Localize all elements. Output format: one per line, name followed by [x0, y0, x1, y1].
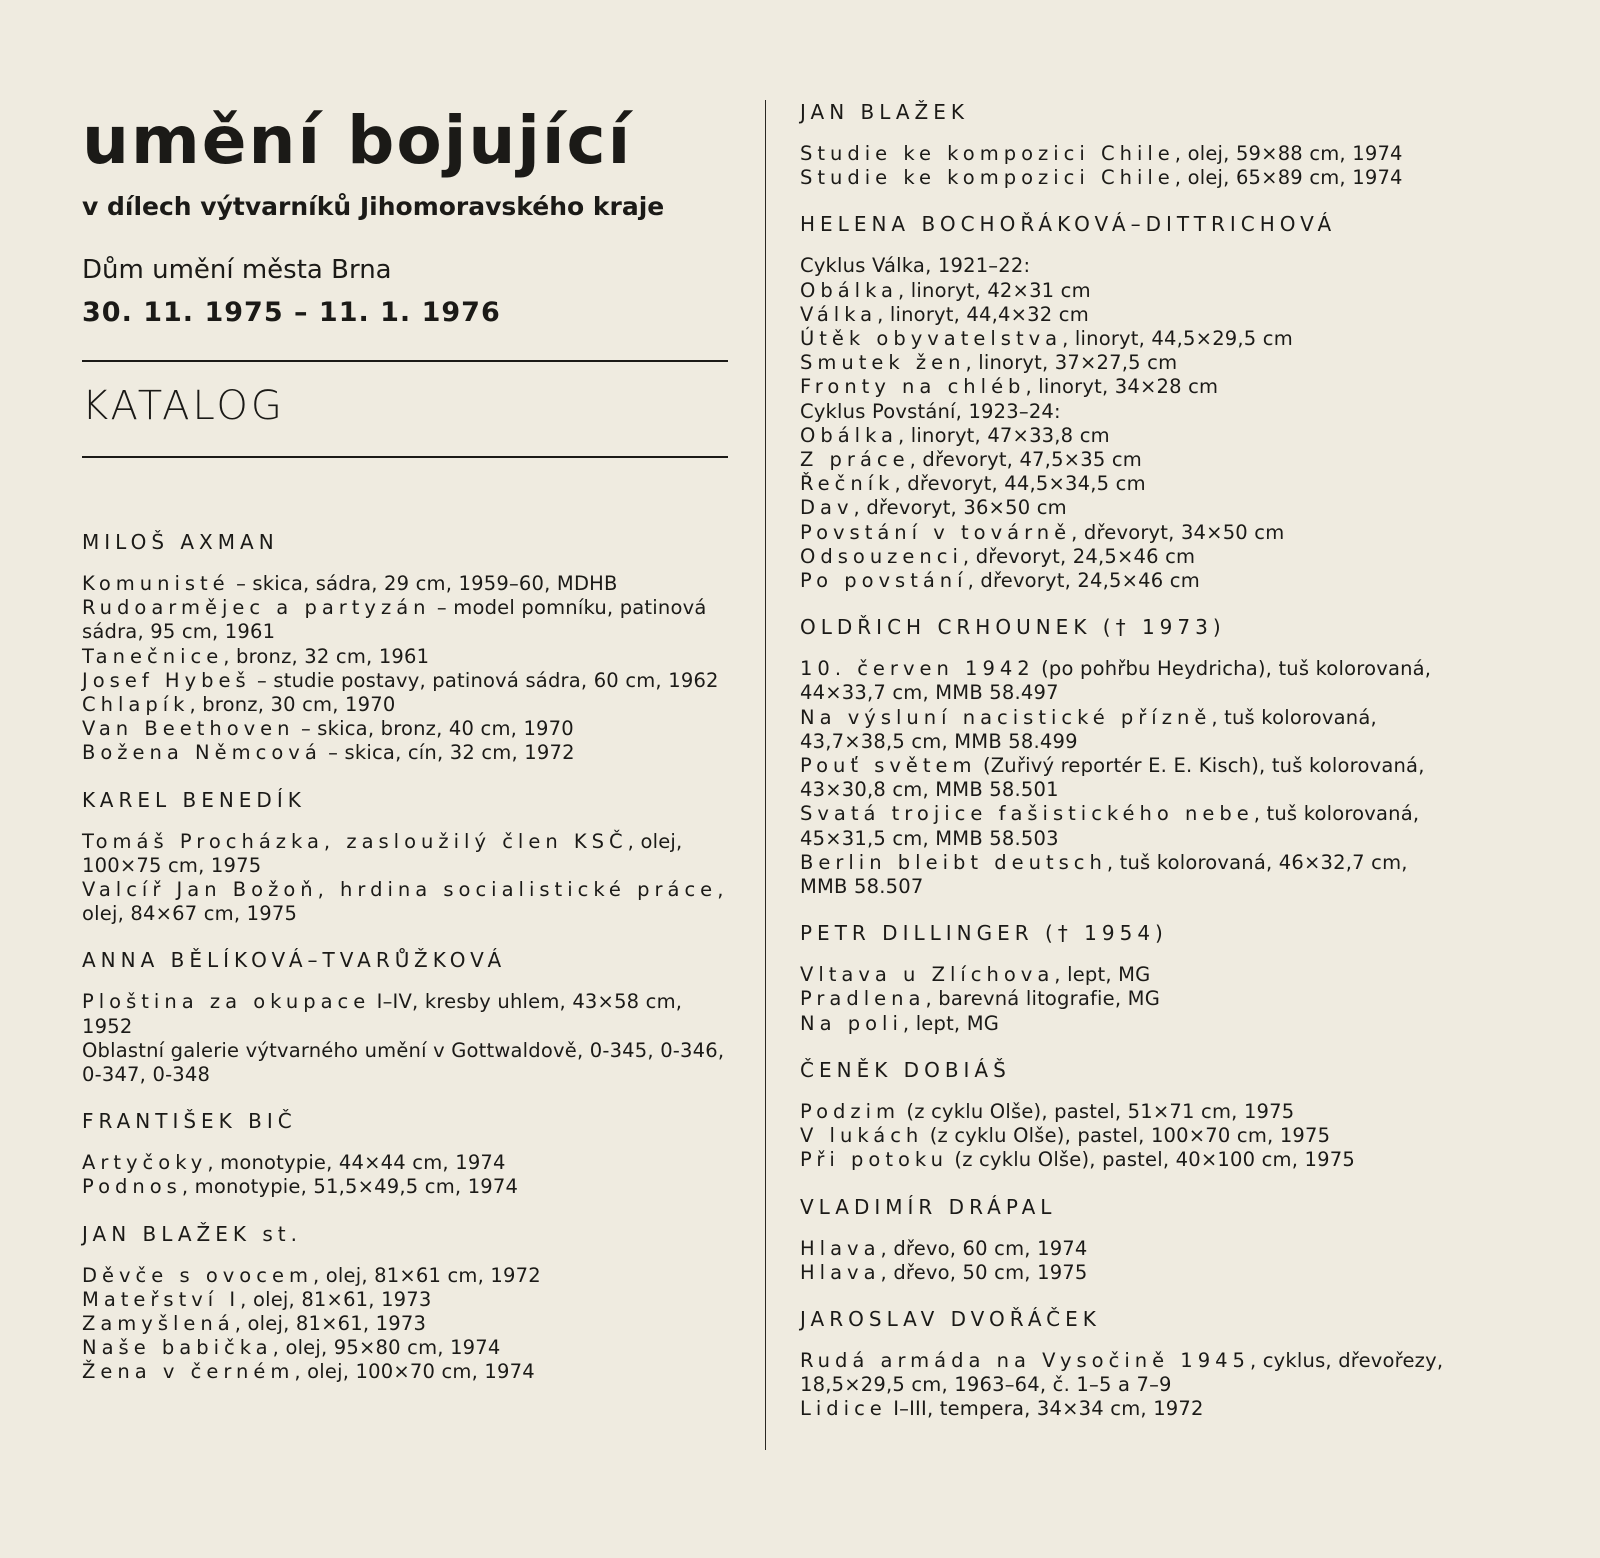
work-title: Komunisté — [82, 572, 230, 595]
catalog-heading: KATALOG — [82, 383, 285, 429]
work-details: Cyklus Povstání, 1923–24: — [800, 399, 1061, 423]
work-details: , monotypie, 51,5×49,5 cm, 1974 — [181, 1175, 519, 1199]
work-entry — [800, 375, 1450, 399]
work-entry — [82, 878, 730, 926]
artist-name: PETR DILLINGER († 1954) — [800, 921, 1168, 946]
work-title: Děvče s ovocem — [82, 1263, 313, 1287]
artist-name: JAN BLAŽEK — [800, 100, 970, 124]
work-entry — [82, 1312, 730, 1336]
exhibition-title: umění bojující — [82, 102, 633, 179]
divider-rule — [82, 456, 728, 458]
work-list — [82, 1264, 730, 1385]
work-title: Naše babička — [82, 1336, 273, 1360]
work-entry — [800, 279, 1450, 303]
artist-section — [82, 530, 730, 766]
work-title: Žena v černém — [82, 1360, 295, 1384]
work-entry — [800, 1148, 1450, 1172]
work-entry — [800, 987, 1450, 1011]
work-entry — [800, 166, 1450, 190]
work-details: , dřevoryt, 34×50 cm — [1071, 520, 1285, 544]
work-entry — [800, 1237, 1450, 1261]
exhibition-venue: Dům umění města Brna — [82, 255, 392, 285]
work-entry — [82, 1336, 730, 1360]
work-entry — [800, 545, 1450, 569]
artist-section — [800, 212, 1450, 593]
work-details: , dřevoryt, 24,5×46 cm — [962, 544, 1196, 568]
work-title: Van Beethoven — [82, 717, 295, 741]
work-title: Studie ke kompozici Chile — [800, 142, 1175, 165]
artist-name: KAREL BENEDÍK — [82, 787, 306, 812]
work-entry — [800, 802, 1450, 850]
exhibition-dates: 30. 11. 1975 – 11. 1. 1976 — [82, 297, 501, 328]
work-entry — [82, 596, 730, 644]
artist-name: MILOŠ AXMAN — [82, 530, 279, 554]
work-details: , cyklus, dřevořezy, 18,5×29,5 cm, 1963–64, č. 1–5 a 7–9 — [800, 1348, 1444, 1397]
artist-name: VLADIMÍR DRÁPAL — [800, 1194, 1057, 1219]
work-entry — [800, 1012, 1450, 1036]
work-entry — [800, 142, 1450, 166]
work-title: Ploština za okupace — [82, 990, 371, 1014]
work-title: Tanečnice — [82, 644, 224, 668]
work-details: , dřevo, 50 cm, 1975 — [880, 1260, 1088, 1284]
work-entry — [82, 669, 730, 693]
work-entry — [800, 327, 1450, 351]
work-title: Válka — [800, 302, 878, 326]
work-entry — [82, 990, 730, 1038]
artist-name: ANNA BĚLÍKOVÁ–TVARŮŽKOVÁ — [82, 948, 507, 973]
artist-name: OLDŘICH CRHOUNEK († 1973) — [800, 615, 1226, 640]
work-entry — [800, 521, 1450, 545]
work-title: Studie ke kompozici Chile — [800, 166, 1175, 190]
work-entry — [800, 657, 1450, 705]
work-details: , dřevoryt, 44,5×34,5 cm — [894, 472, 1146, 496]
work-title: Lidice — [800, 1397, 887, 1421]
artist-name: ČENĚK DOBIÁŠ — [800, 1057, 1011, 1082]
work-entry — [800, 754, 1450, 802]
work-details: (Zuřivý reportér E. E. Kisch), tuš kolorovaná, 43×30,8 cm, MMB 58.501 — [800, 754, 1425, 802]
left-column — [82, 102, 730, 1407]
work-details: , dřevoryt, 24,5×46 cm — [967, 569, 1200, 593]
work-title: Artyčoky — [82, 1151, 208, 1175]
artist-list-right — [800, 100, 1450, 1422]
work-entry — [82, 741, 730, 765]
work-title: Z práce — [800, 448, 910, 472]
work-title: Pouť světem — [800, 754, 977, 778]
work-details: (po pohřbu Heydricha), tuš kolorovaná, 44×33,7 cm, MMB 58.497 — [800, 657, 1432, 705]
work-entry — [800, 963, 1450, 987]
work-title: Po povstání — [800, 569, 968, 593]
work-list — [800, 657, 1450, 899]
work-title: Fronty na chléb — [800, 375, 1026, 399]
work-details: , linoryt, 42×31 cm — [898, 278, 1091, 302]
work-title: Rudoarmějec a partyzán — [82, 596, 431, 620]
exhibition-subtitle: v dílech výtvarníků Jihomoravského kraje — [82, 192, 665, 221]
work-details: – studie postavy, patinová sádra, 60 cm, 1962 — [250, 668, 719, 692]
work-details: , linoryt, 34×28 cm — [1025, 375, 1219, 399]
work-title: Na výsluní nacistické přízně — [800, 705, 1212, 729]
work-title: Svatá trojice fašistického nebe — [800, 802, 1254, 826]
work-entry — [82, 1360, 730, 1384]
right-column — [800, 100, 1450, 1444]
work-title: Hlava — [800, 1236, 881, 1260]
artist-section — [800, 1195, 1450, 1285]
artist-section — [800, 1307, 1450, 1422]
work-details: (z cyklu Olše), pastel, 100×70 cm, 1975 — [923, 1124, 1331, 1148]
work-list — [82, 1151, 730, 1199]
artist-section — [82, 948, 730, 1087]
work-title: Rudá armáda na Vysočině 1945 — [800, 1348, 1250, 1372]
work-details: , bronz, 32 cm, 1961 — [223, 644, 430, 668]
work-list — [800, 142, 1450, 190]
work-entry — [82, 1288, 730, 1312]
work-entry — [800, 1124, 1450, 1148]
artist-list-left — [82, 530, 730, 1385]
artist-name: JAROSLAV DVOŘÁČEK — [800, 1306, 1101, 1331]
work-entry — [800, 496, 1450, 520]
work-title: Řečník — [800, 472, 895, 496]
work-details: , lept, MG — [1054, 963, 1151, 987]
work-title: Odsouzenci — [800, 544, 963, 568]
work-entry — [800, 1261, 1450, 1285]
work-entry — [800, 424, 1450, 448]
work-entry — [82, 572, 730, 596]
work-details: , dřevoryt, 36×50 cm — [853, 496, 1067, 520]
work-details: , tuš kolorovaná, 43,7×38,5 cm, MMB 58.499 — [800, 705, 1377, 753]
work-title: Smutek žen — [800, 351, 966, 375]
work-details: – skica, sádra, 29 cm, 1959–60, MDHB — [229, 572, 618, 595]
artist-section — [82, 1109, 730, 1199]
work-details: Cyklus Válka, 1921–22: — [800, 254, 1031, 278]
work-title: Josef Hybeš — [82, 668, 251, 692]
work-details: (z cyklu Olše), pastel, 51×71 cm, 1975 — [900, 1099, 1295, 1123]
work-details: , linoryt, 47×33,8 cm — [898, 423, 1110, 447]
artist-name: FRANTIŠEK BIČ — [82, 1109, 297, 1134]
work-title: Obálka — [800, 423, 898, 447]
work-details: , linoryt, 44,4×32 cm — [877, 302, 1089, 326]
work-details: , dřevo, 60 cm, 1974 — [880, 1236, 1088, 1260]
artist-section — [800, 921, 1450, 1036]
work-list — [800, 1237, 1450, 1285]
work-details: , olej, 65×89 cm, 1974 — [1174, 166, 1403, 190]
work-list — [82, 572, 730, 766]
work-details: , olej, 100×70 cm, 1974 — [294, 1360, 535, 1384]
work-details: , dřevoryt, 47,5×35 cm — [909, 448, 1142, 472]
work-title: Útěk obyvatelstva — [800, 327, 1063, 351]
work-entry — [800, 351, 1450, 375]
work-title: Obálka — [800, 278, 898, 302]
work-entry — [800, 448, 1450, 472]
work-details: , olej, 81×61 cm, 1972 — [312, 1263, 541, 1287]
work-list — [800, 1349, 1450, 1422]
work-title: Tomáš Procházka, zasloužilý člen KSČ — [82, 829, 628, 853]
work-entry — [82, 830, 730, 878]
work-details: , olej, 100×75 cm, 1975 — [82, 829, 683, 877]
work-details: , linoryt, 37×27,5 cm — [965, 351, 1178, 375]
work-details: , olej, 95×80 cm, 1974 — [272, 1336, 501, 1360]
work-entry — [82, 693, 730, 717]
divider-rule — [82, 360, 728, 362]
work-details: I–IV, kresby uhlem, 43×58 cm, 1952 — [82, 990, 683, 1038]
work-entry — [800, 1349, 1450, 1397]
work-title: Na poli — [800, 1011, 903, 1035]
work-entry — [800, 706, 1450, 754]
work-title: Při potoku — [800, 1148, 948, 1172]
artist-name: HELENA BOCHOŘÁKOVÁ–DITTRICHOVÁ — [800, 212, 1337, 237]
work-entry — [82, 1039, 730, 1087]
work-details: – model pomníku, patinová sádra, 95 cm, 1961 — [82, 596, 707, 644]
work-entry — [800, 472, 1450, 496]
work-details: , tuš kolorovaná, 45×31,5 cm, MMB 58.503 — [800, 802, 1420, 850]
work-entry — [800, 254, 1450, 278]
work-details: , olej, 84×67 cm, 1975 — [82, 878, 724, 926]
work-details: , monotypie, 44×44 cm, 1974 — [207, 1151, 506, 1175]
work-details: I–III, tempera, 34×34 cm, 1972 — [886, 1397, 1204, 1421]
work-details: , bronz, 30 cm, 1970 — [189, 693, 396, 717]
work-title: Valcíř Jan Božoň, hrdina socialistické práce — [82, 878, 718, 902]
work-title: Hlava — [800, 1260, 881, 1284]
work-list — [82, 830, 730, 927]
work-details: , olej, 81×61, 1973 — [234, 1312, 427, 1336]
work-list — [82, 990, 730, 1087]
work-title: Povstání v továrně — [800, 520, 1072, 544]
work-entry — [82, 717, 730, 741]
work-entry — [800, 851, 1450, 899]
work-title: Mateřství I — [82, 1287, 241, 1311]
work-title: Chlapík — [82, 693, 190, 717]
work-title: Berlin bleibt deutsch — [800, 850, 1107, 874]
artist-section — [82, 788, 730, 927]
work-title: V lukách — [800, 1124, 924, 1148]
work-list — [800, 963, 1450, 1036]
work-title: Božena Němcová — [82, 741, 322, 765]
work-title: 10. červen 1942 — [800, 657, 1035, 681]
work-title: Pradlena — [800, 987, 926, 1011]
artist-section — [800, 100, 1450, 190]
work-list — [800, 1100, 1450, 1173]
work-entry — [800, 303, 1450, 327]
work-details: (z cyklu Olše), pastel, 40×100 cm, 1975 — [948, 1148, 1355, 1172]
work-title: Podzim — [800, 1099, 901, 1123]
artist-section — [800, 1058, 1450, 1173]
work-entry — [800, 1397, 1450, 1421]
work-details: , barevná litografie, MG — [925, 987, 1161, 1011]
work-details: , lept, MG — [902, 1011, 1000, 1035]
column-divider — [765, 100, 766, 1450]
work-details: , linoryt, 44,5×29,5 cm — [1062, 327, 1293, 351]
work-details: , tuš kolorovaná, 46×32,7 cm, MMB 58.507 — [800, 850, 1408, 899]
work-details: Oblastní galerie výtvarného umění v Gottwaldově, 0-345, 0-346, 0-347, 0-348 — [82, 1038, 725, 1087]
work-title: Dav — [800, 496, 854, 520]
work-title: Zamyšlená — [82, 1312, 235, 1336]
work-entry — [82, 645, 730, 669]
work-list — [800, 254, 1450, 593]
work-entry — [800, 569, 1450, 593]
work-details: , olej, 59×88 cm, 1974 — [1174, 142, 1403, 165]
artist-section — [800, 615, 1450, 899]
work-entry — [800, 400, 1450, 424]
work-details: , olej, 81×61, 1973 — [240, 1287, 432, 1311]
work-title: Podnos — [82, 1175, 182, 1199]
work-entry — [82, 1151, 730, 1175]
work-details: – skica, cín, 32 cm, 1972 — [321, 741, 575, 765]
artist-section — [82, 1222, 730, 1385]
work-entry — [82, 1175, 730, 1199]
artist-name: JAN BLAŽEK st. — [82, 1221, 302, 1246]
work-entry — [82, 1264, 730, 1288]
work-details: – skica, bronz, 40 cm, 1970 — [294, 717, 574, 741]
work-entry — [800, 1100, 1450, 1124]
work-title: Vltava u Zlíchova — [800, 963, 1055, 987]
